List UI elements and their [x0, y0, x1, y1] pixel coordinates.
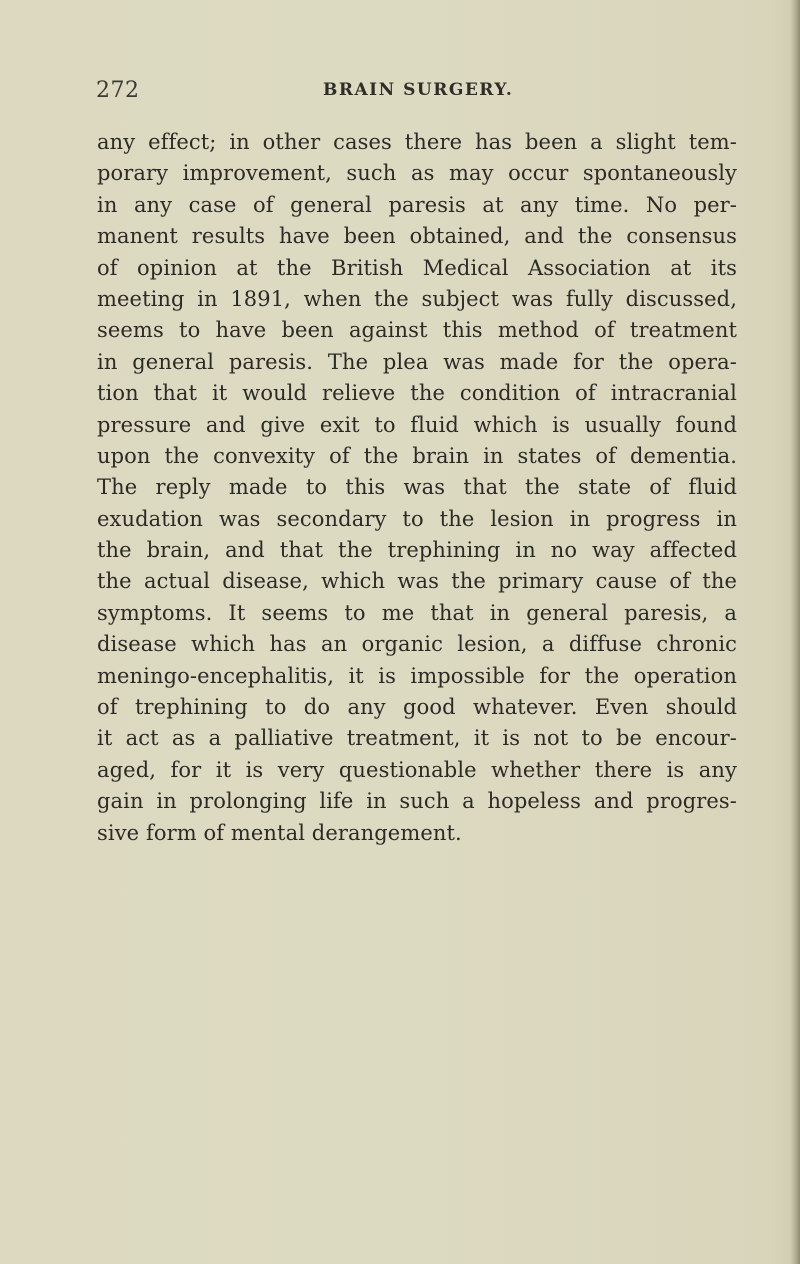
text-line: meeting in 1891, when the subject was fully discussed, [97, 286, 737, 311]
text-line: of opinion at the British Medical Association at its [97, 255, 737, 280]
text-line: meningo-encephalitis, it is impossible for the operation [97, 663, 737, 688]
text-line: it act as a palliative treatment, it is not to be encour- [97, 726, 737, 751]
text-line: tion that it would relieve the condition of intracranial [97, 381, 737, 406]
text-line: pressure and give exit to fluid which is usually found [97, 412, 737, 437]
page-number: 272 [96, 78, 140, 103]
text-line: The reply made to this was that the state of fluid [97, 475, 737, 500]
text-line: in any case of general paresis at any time. No per- [97, 192, 737, 217]
text-line: the actual disease, which was the primary cause of the [97, 569, 737, 594]
text-line: of trephining to do any good whatever. Even should [97, 695, 737, 720]
text-line: seems to have been against this method of treatment [97, 318, 737, 343]
running-head: BRAIN SURGERY. [323, 80, 514, 100]
text-line: in general paresis. The plea was made for the opera- [97, 349, 737, 374]
text-line: exudation was secondary to the lesion in progress in [97, 506, 737, 531]
text-line-last: sive form of mental derangement. [97, 820, 462, 845]
text-line: the brain, and that the trephining in no way affected [97, 538, 737, 563]
text-line: aged, for it is very questionable whether there is any [97, 757, 737, 782]
text-line: symptoms. It seems to me that in general paresis, a [97, 600, 737, 625]
text-line: any effect; in other cases there has been a slight tem- [97, 130, 737, 154]
text-line: upon the convexity of the brain in states of dementia. [97, 443, 737, 468]
text-line: disease which has an organic lesion, a diffuse chronic [97, 632, 737, 657]
text-line: porary improvement, such as may occur spontaneously [97, 161, 737, 186]
text-line: gain in prolonging life in such a hopeless and progres- [97, 789, 737, 814]
page-edge-shadow [790, 0, 800, 1264]
body-paragraph [97, 127, 737, 849]
text-line: manent results have been obtained, and the consensus [97, 224, 737, 249]
page-header [0, 78, 800, 118]
